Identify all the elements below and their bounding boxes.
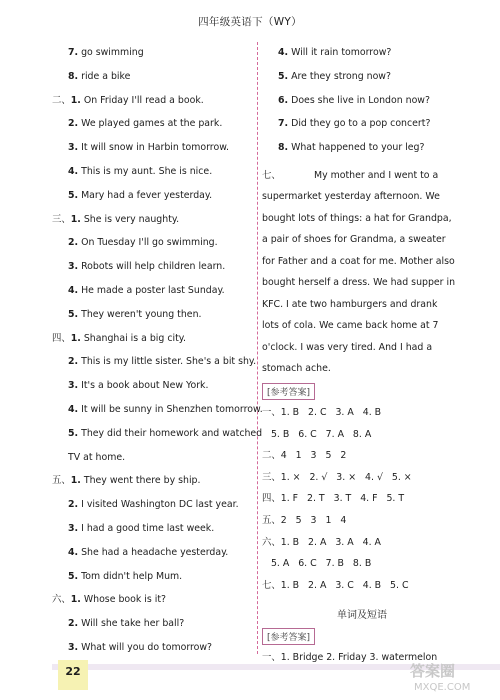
page-header: 四年级英语下（WY） [198, 16, 302, 28]
answer-line [52, 189, 252, 213]
item-number: 5. [68, 189, 79, 201]
answer-line [52, 308, 252, 332]
item-number: 5. [68, 308, 79, 320]
item-text: Does she live in London now? [291, 94, 430, 106]
item-number: 4. [68, 284, 79, 296]
passage-text: My mother and I went to a [314, 169, 439, 181]
answer-key-line: 五、2 5 3 1 4 [262, 514, 347, 526]
answer-line [52, 570, 252, 594]
passage-line [262, 186, 460, 208]
answer-key-line: 七、1. B 2. A 3. C 4. B 5. C [262, 579, 409, 591]
item-number: 3. [68, 261, 79, 273]
passage-text: bought herself a dress. We had supper in [262, 277, 456, 289]
item-number: 3. [68, 142, 79, 154]
answer-line [52, 522, 252, 546]
watermark-logo: 答案圈 [410, 662, 456, 680]
item-text: On Friday I'll read a book. [83, 94, 204, 106]
item-number: 4. [68, 546, 79, 558]
item-text: They did their homework and watched [81, 427, 263, 439]
item-number: 5. [278, 70, 289, 82]
item-text: Did they go to a pop concert? [291, 118, 431, 130]
answer-key-line: 四、1. F 2. T 3. T 4. F 5. T [262, 493, 405, 505]
item-number: 6. [278, 94, 289, 106]
passage-text: KFC. I ate two hamburgers and drank [262, 298, 438, 310]
item-number: 5. [68, 570, 79, 582]
section-marker: 五、 [52, 475, 71, 487]
answer-line [52, 617, 252, 641]
passage-line [262, 358, 460, 380]
item-number: 1. [70, 94, 81, 106]
answer-line [52, 260, 252, 284]
item-number: 4. [278, 47, 289, 58]
passage-text: a pair of shoes for Grandma, a sweater [262, 234, 446, 246]
item-number: 1. [70, 213, 81, 225]
item-text: It will snow in Harbin tomorrow. [81, 142, 229, 154]
item-text: On Tuesday I'll go swimming. [81, 237, 218, 249]
page-number: 22 [58, 660, 88, 690]
item-text: go swimming [81, 47, 144, 58]
answer-line [52, 546, 252, 570]
item-number: 1. [70, 475, 81, 487]
item-text: Will it rain tomorrow? [291, 47, 392, 58]
passage-text: for Father and a coat for me. Mother also [262, 255, 455, 267]
passage-line [262, 229, 460, 251]
item-text: What will you do tomorrow? [81, 641, 213, 653]
item-number: 8. [278, 142, 289, 154]
item-number: 4. [68, 165, 79, 177]
item-number: 1. [70, 594, 81, 606]
passage-line [262, 337, 460, 359]
item-number: 2. [68, 356, 79, 368]
item-text: She had a headache yesterday. [81, 546, 229, 558]
answer-line [52, 70, 252, 94]
item-text: Robots will help children learn. [81, 261, 226, 273]
item-text: Whose book is it? [83, 594, 166, 606]
item-number: 5. [68, 427, 79, 439]
item-text: Shanghai is a big city. [83, 332, 186, 344]
item-text: Tom didn't help Mum. [81, 570, 183, 582]
item-text: I visited Washington DC last year. [81, 499, 239, 511]
answer-key-line: 5. B 6. C 7. A 8. A [262, 428, 372, 440]
item-text: He made a poster last Sunday. [81, 284, 225, 296]
item-text: They went there by ship. [83, 475, 201, 487]
reference-answer-label-2: [参考答案] [262, 628, 315, 645]
item-text: It will be sunny in Shenzhen tomorrow. [81, 403, 263, 415]
section-marker: 三、 [52, 213, 71, 225]
passage-line [262, 208, 460, 230]
item-number: 2. [68, 499, 79, 511]
passage-text: supermarket yesterday afternoon. We [262, 191, 440, 203]
answer-line [52, 284, 252, 308]
answer-line [52, 451, 252, 475]
answer-line [262, 70, 462, 94]
column-divider [257, 42, 258, 654]
item-number: 2. [68, 618, 79, 630]
answer-line [52, 94, 252, 118]
answer-key-line: 一、1. B 2. C 3. A 4. B [262, 406, 382, 418]
item-text: She is very naughty. [83, 213, 180, 225]
item-number: 4. [68, 403, 79, 415]
answer-line [52, 46, 252, 70]
passage-line [262, 165, 460, 187]
answer-line [262, 141, 462, 165]
answer-line [262, 46, 462, 70]
answer-line [52, 332, 252, 356]
section-marker: 七、 [262, 169, 281, 181]
item-text: It's a book about New York. [81, 380, 209, 392]
passage-line [262, 294, 460, 316]
item-number: 3. [68, 522, 79, 534]
item-text: ride a bike [81, 70, 131, 82]
answer-line [52, 474, 252, 498]
passage [262, 165, 460, 380]
item-text: This is my aunt. She is nice. [81, 165, 213, 177]
item-text: We played games at the park. [81, 118, 223, 130]
item-number: 8. [68, 70, 79, 82]
answer-line [52, 165, 252, 189]
item-number: 1. [70, 332, 81, 344]
left-column [52, 46, 263, 665]
item-text: They weren't young then. [81, 308, 202, 320]
section-marker: 四、 [52, 332, 71, 344]
section-subheading: 单词及短语 [337, 610, 387, 622]
answer-line [52, 141, 252, 165]
item-number: 7. [68, 47, 79, 58]
section-marker: 六、 [52, 594, 71, 606]
right-column [262, 46, 462, 673]
passage-line [262, 272, 460, 294]
passage-text: bought lots of things: a hat for Grandpa, [262, 212, 452, 224]
passage-text: lots of cola. We came back home at 7 [262, 320, 439, 332]
item-text: Mary had a fever yesterday. [81, 189, 213, 201]
item-number: 7. [278, 118, 289, 130]
watermark-url: MXQE.COM [414, 682, 471, 693]
passage-line [262, 315, 460, 337]
answer-key-line: 六、1. B 2. A 3. A 4. A [262, 536, 381, 548]
item-number: 3. [68, 641, 79, 653]
answer-line [52, 403, 263, 427]
section-marker: 二、 [52, 94, 71, 106]
answer-key-line: 三、1. × 2. √ 3. × 4. √ 5. × [262, 471, 412, 483]
answer-line [52, 355, 257, 379]
item-text: TV at home. [68, 451, 126, 463]
item-text: I had a good time last week. [81, 522, 215, 534]
item-number: 2. [68, 118, 79, 130]
answer-line [52, 117, 252, 141]
answer-key-line: 5. A 6. C 7. B 8. B [262, 558, 372, 570]
item-text: This is my little sister. She's a bit shy. [81, 356, 257, 368]
answer-key-line: 二、4 1 3 5 2 [262, 450, 347, 462]
answer-line [52, 593, 252, 617]
item-text: Are they strong now? [291, 70, 391, 82]
last-answer-line: 一、1. Bridge 2. Friday 3. watermelon [262, 652, 438, 664]
answer-line [52, 427, 263, 451]
item-number: 3. [68, 380, 79, 392]
answer-line [52, 498, 252, 522]
answer-line [52, 379, 252, 403]
answer-line [262, 117, 462, 141]
passage-text: o'clock. I was very tired. And I had a [262, 341, 433, 353]
answer-line [52, 213, 252, 237]
item-text: What happened to your leg? [291, 142, 425, 154]
item-number: 2. [68, 237, 79, 249]
passage-text: stomach ache. [262, 363, 331, 375]
passage-line [262, 251, 460, 273]
answer-line [52, 236, 252, 260]
answer-line [262, 94, 462, 118]
reference-answer-label: [参考答案] [262, 383, 315, 400]
item-text: Will she take her ball? [81, 618, 185, 630]
